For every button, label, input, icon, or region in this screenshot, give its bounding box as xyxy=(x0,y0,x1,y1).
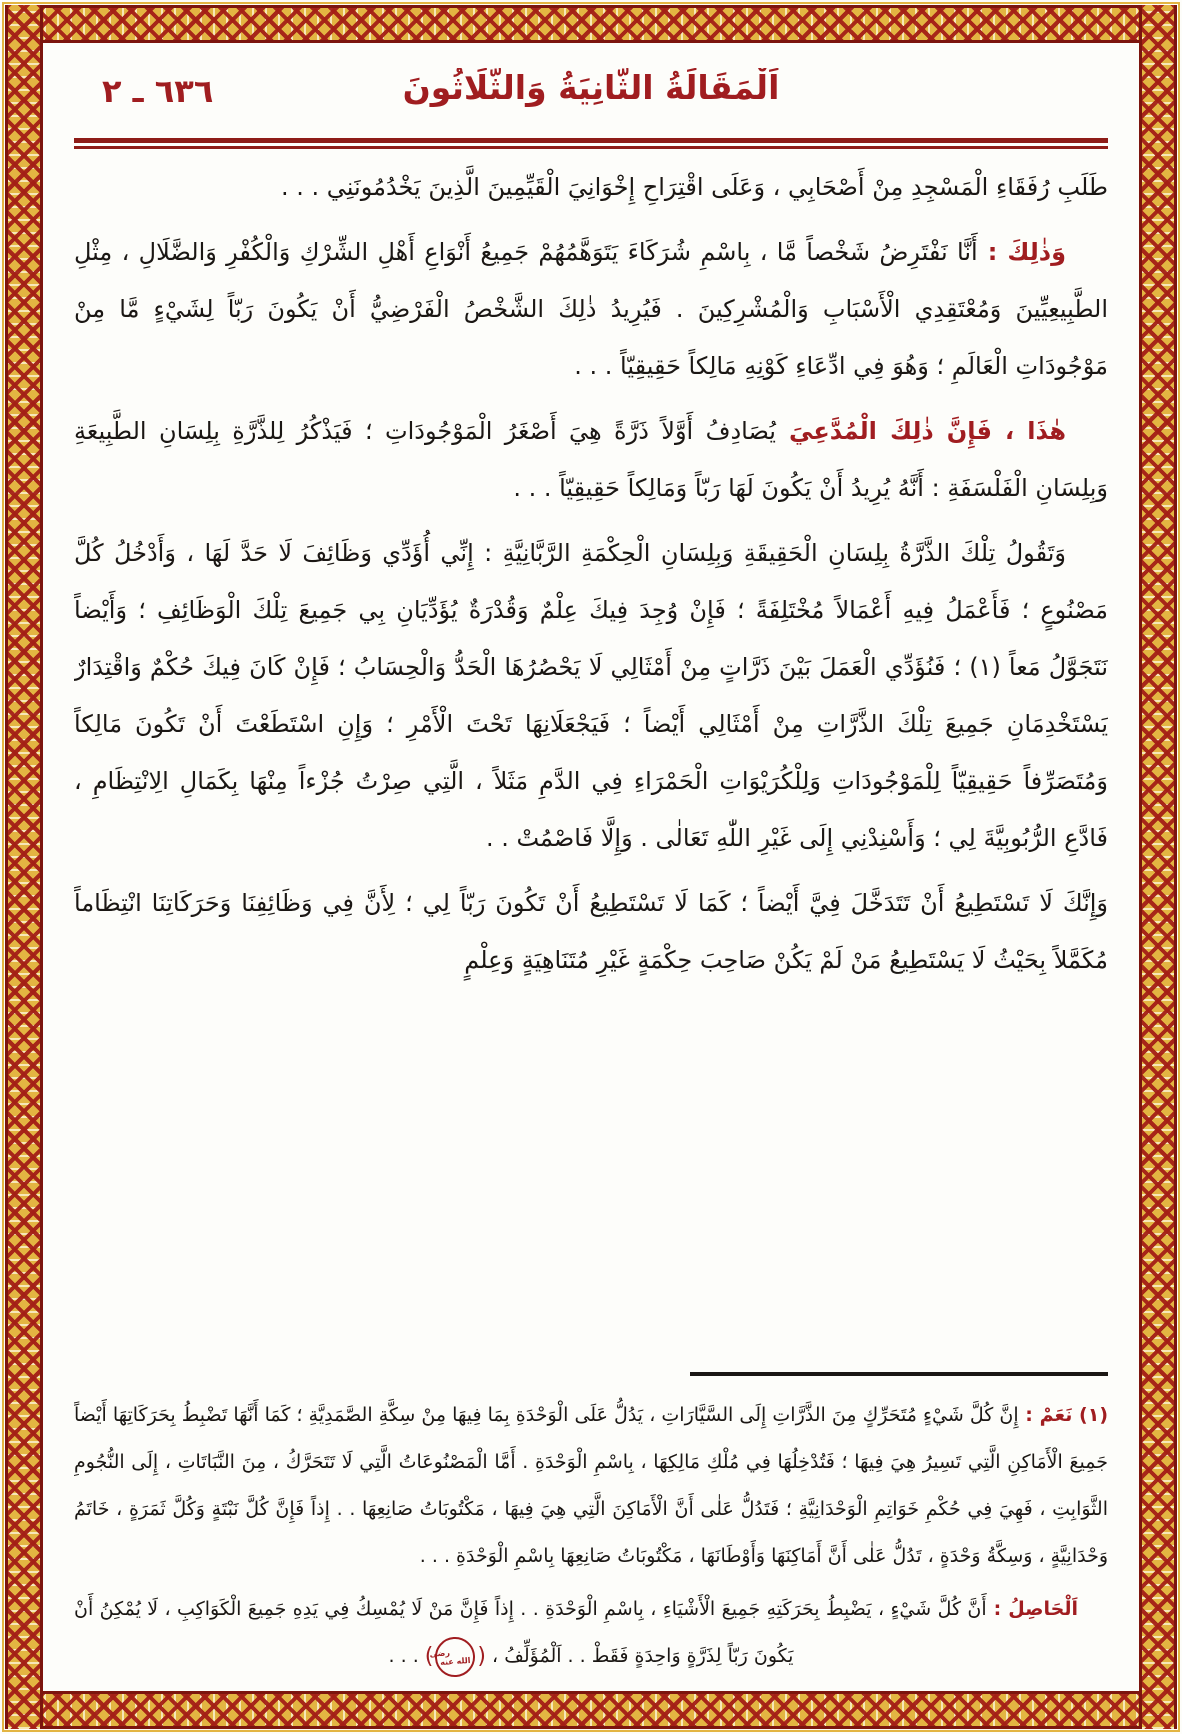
ornament-band-left xyxy=(5,5,43,1729)
header-rule-thick xyxy=(74,138,1108,143)
paragraph-continuation xyxy=(74,159,1108,216)
paragraph-text: وَإِنَّكَ لَا تَسْتَطِيعُ أَنْ تَتَدَخَّلَ فِيَّ أَيْضاً ؛ كَمَا لَا تَسْتَطِيعُ أَنْ تَكُونَ رَبّاً لِي ؛ لِأَنَّ فِي وَظَائِفِنَا وَحَرَكَاتِنَا انْتِظَاماً مُكَمَّلاً بِحَيْثُ لَا يَسْتَطِيعُ مَنْ لَمْ يَكُنْ صَاحِبَ حِكْمَةٍ غَيْرِ مُتَنَاهِيَةٍ وَعِلْمٍ xyxy=(74,889,1108,974)
paragraph-closing xyxy=(74,875,1108,989)
footnote-separator-rule xyxy=(690,1372,1108,1376)
ornament-band-right xyxy=(1139,5,1177,1729)
footnote-note-1 xyxy=(74,1392,1108,1580)
footnote-hasil-text: أَنَّ كُلَّ شَيْءٍ ، يَضْبِطُ بِحَرَكَتِهِ جَمِيعَ الْأَشْيَاءِ ، بِاسْمِ الْوَحْدَةِ . . إِذاً فَإِنَّ مَنْ لَا يُمْسِكُ فِي يَدِهِ جَمِيعَ الْكَوَاكِبِ ، لَا يُمْكِنُ أَنْ يَكُونَ رَبّاً لِذَرَّةٍ وَاحِدَةٍ فَقَطْ . . اَلْمُؤَلِّفُ ، xyxy=(74,1598,987,1667)
ornament-band-top xyxy=(5,5,1177,43)
header-rule-thin xyxy=(74,146,1108,149)
paragraph-text: يُصَادِفُ أَوَّلاً ذَرَّةً هِيَ أَصْغَرُ الْمَوْجُودَاتِ ؛ فَيَذْكُرُ لِلذَّرَّةِ بِلِسَانِ الطَّبِيعَةِ وَبِلِسَانِ الْفَلْسَفَةِ : أَنَّهُ يُرِيدُ أَنْ يَكُونَ لَهَا رَبّاً وَمَالِكاً حَقِيقِيّاً . . . xyxy=(74,417,1108,502)
page-title: اَلْمَقَالَةُ الثَّانِيَةُ وَالثَّلَاثُونَ xyxy=(402,68,780,107)
paragraph-lead: هٰذَا ، فَإِنَّ ذٰلِكَ الْمُدَّعِيَ xyxy=(775,417,1066,445)
paragraph-lead: وَذٰلِكَ : xyxy=(977,238,1066,266)
page-content xyxy=(74,68,1108,1680)
paragraph-atom-speech xyxy=(74,525,1108,867)
footnote-hasil xyxy=(74,1586,1108,1680)
paragraph-hadha xyxy=(74,403,1108,517)
author-seal-icon: رضى الله عنه xyxy=(434,1635,477,1678)
header-rule xyxy=(74,138,1108,149)
ornament-band-bottom xyxy=(5,1691,1177,1729)
paragraph-text: أَنَّا نَفْتَرِضُ شَخْصاً مَّا ، بِاسْمِ شُرَكَاءَ يَتَوَهَّمُهُمْ جَمِيعُ أَنْوَاعِ أَهْلِ الشِّرْكِ وَالْكُفْرِ وَالضَّلَالِ ، مِثْلِ الطَّبِيعِيِّينَ وَمُعْتَقِدِي الْأَسْبَابِ وَالْمُشْرِكِينَ . فَيُرِيدُ ذٰلِكَ الشَّخْصُ الْفَرْضِيُّ أَنْ يَكُونَ رَبّاً لِشَيْءٍ مَّا مِنْ مَوْجُودَاتِ الْعَالَمِ ؛ وَهُوَ فِي ادِّعَاءِ كَوْنِهِ مَالِكاً حَقِيقِيّاً . . . xyxy=(74,238,1108,380)
body-text xyxy=(74,159,1108,997)
paragraph-wadhalika xyxy=(74,224,1108,395)
seal-open-paren: ( xyxy=(477,1644,486,1669)
footnote-text: إِنَّ كُلَّ شَيْءٍ مُتَحَرِّكٍ مِنَ الذَّرَّاتِ إِلَى السَّيَّارَاتِ ، يَدُلُّ عَلَى الْوَحْدَةِ بِمَا فِيهَا مِنْ سِكَّةِ الصَّمَدِيَّةِ ؛ كَمَا أَنَّهَا تَضْبِطُ بِحَرَكَاتِهَا أَيْضاً جَمِيعَ الْأَمَاكِنِ الَّتِي تَسِيرُ هِيَ فِيهَا ؛ فَتُدْخِلُهَا فِي مُلْكِ مَالِكِهَا ، بِاسْمِ الْوَحْدَةِ . أَمَّا الْمَصْنُوعَاتُ الَّتِي لَا تَتَحَرَّكُ ، مِنَ النَّبَاتَاتِ ، إِلَى النُّجُومِ الثَّوَابِتِ ، فَهِيَ فِي حُكْمِ خَوَاتِمِ الْوَحْدَانِيَّةِ ؛ فَتَدُلُّ عَلٰى أَنَّ الْأَمَاكِنَ الَّتِي هِيَ فِيهَا ، مَكْتُوبَاتُ صَانِعِهَا . . إِذاً فَإِنَّ كُلَّ نَبْتَةٍ وَكُلَّ ثَمَرَةٍ ، خَاتَمُ وَحْدَانِيَّةٍ ، وَسِكَّةُ وَحْدَةٍ ، تَدُلُّ عَلٰى أَنَّ أَمَاكِنَهَا وَأَوْطَانَهَا ، مَكْتُوبَاتُ صَانِعِهَا بِاسْمِ الْوَحْدَةِ . . . xyxy=(74,1404,1108,1567)
footnote-section xyxy=(74,1372,1108,1680)
paragraph-text: وَتَقُولُ تِلْكَ الذَّرَّةُ بِلِسَانِ الْحَقِيقَةِ وَبِلِسَانِ الْحِكْمَةِ الرَّبَّانِيَّةِ : إِنِّي أُؤَدِّي وَظَائِفَ لَا حَدَّ لَهَا ، وَأَدْخُلُ كُلَّ مَصْنُوعٍ ؛ فَأَعْمَلُ فِيهِ أَعْمَالاً مُخْتَلِفَةً ؛ فَإِنْ وُجِدَ فِيكَ عِلْمٌ وَقُدْرَةٌ يُؤَدِّيَانِ بِي جَمِيعَ تِلْكَ الْوَظَائِفِ ؛ وَأَيْضاً نَتَجَوَّلُ مَعاً (١) ؛ فَنُؤَدِّي الْعَمَلَ بَيْنَ ذَرَّاتٍ مِنْ أَمْثَالِي لَا يَحْصُرُهَا الْحَدُّ وَالْحِسَابُ ؛ فَإِنْ كَانَ فِيكَ حُكْمٌ وَاقْتِدَارٌ يَسْتَخْدِمَانِ جَمِيعَ تِلْكَ الذَّرَّاتِ مِنْ أَمْثَالِي أَيْضاً ؛ فَيَجْعَلَانِهَا تَحْتَ الْأَمْرِ ؛ وَإِنِ اسْتَطَعْتَ أَنْ تَكُونَ مَالِكاً وَمُتَصَرِّفاً حَقِيقِيّاً لِلْمَوْجُودَاتِ وَلِلْكُرَيْوَاتِ الْحَمْرَاءِ فِي الدَّمِ مَثَلاً ، الَّتِي صِرْتُ جُزْءاً مِنْهَا بِكَمَالِ الِانْتِظَامِ ، فَادَّعِ الرُّبُوبِيَّةَ لِي ؛ وَأَسْنِدْنِي إِلَى غَيْرِ اللّٰهِ تَعَالٰى . وَإِلَّا فَاصْمُتْ . . xyxy=(74,539,1108,852)
footnote-hasil-lead: اَلْحَاصِلُ : xyxy=(986,1598,1078,1620)
seal-close-paren: ) xyxy=(424,1644,434,1669)
footnote-hasil-tail: . . . xyxy=(388,1645,425,1667)
paragraph-text: طَلَبِ رُفَقَاءِ الْمَسْجِدِ مِنْ أَصْحَابِي ، وَعَلَى اقْتِرَاحِ إِخْوَانِيَ الْقَيِّمِينَ الَّذِينَ يَخْدُمُونَنِي . . . xyxy=(281,173,1108,201)
page-number: ٦٣٦ ـ ٢ xyxy=(102,72,214,110)
page-header xyxy=(74,68,1108,132)
footnote-marker: (١) نَعَمْ : xyxy=(1018,1404,1108,1426)
